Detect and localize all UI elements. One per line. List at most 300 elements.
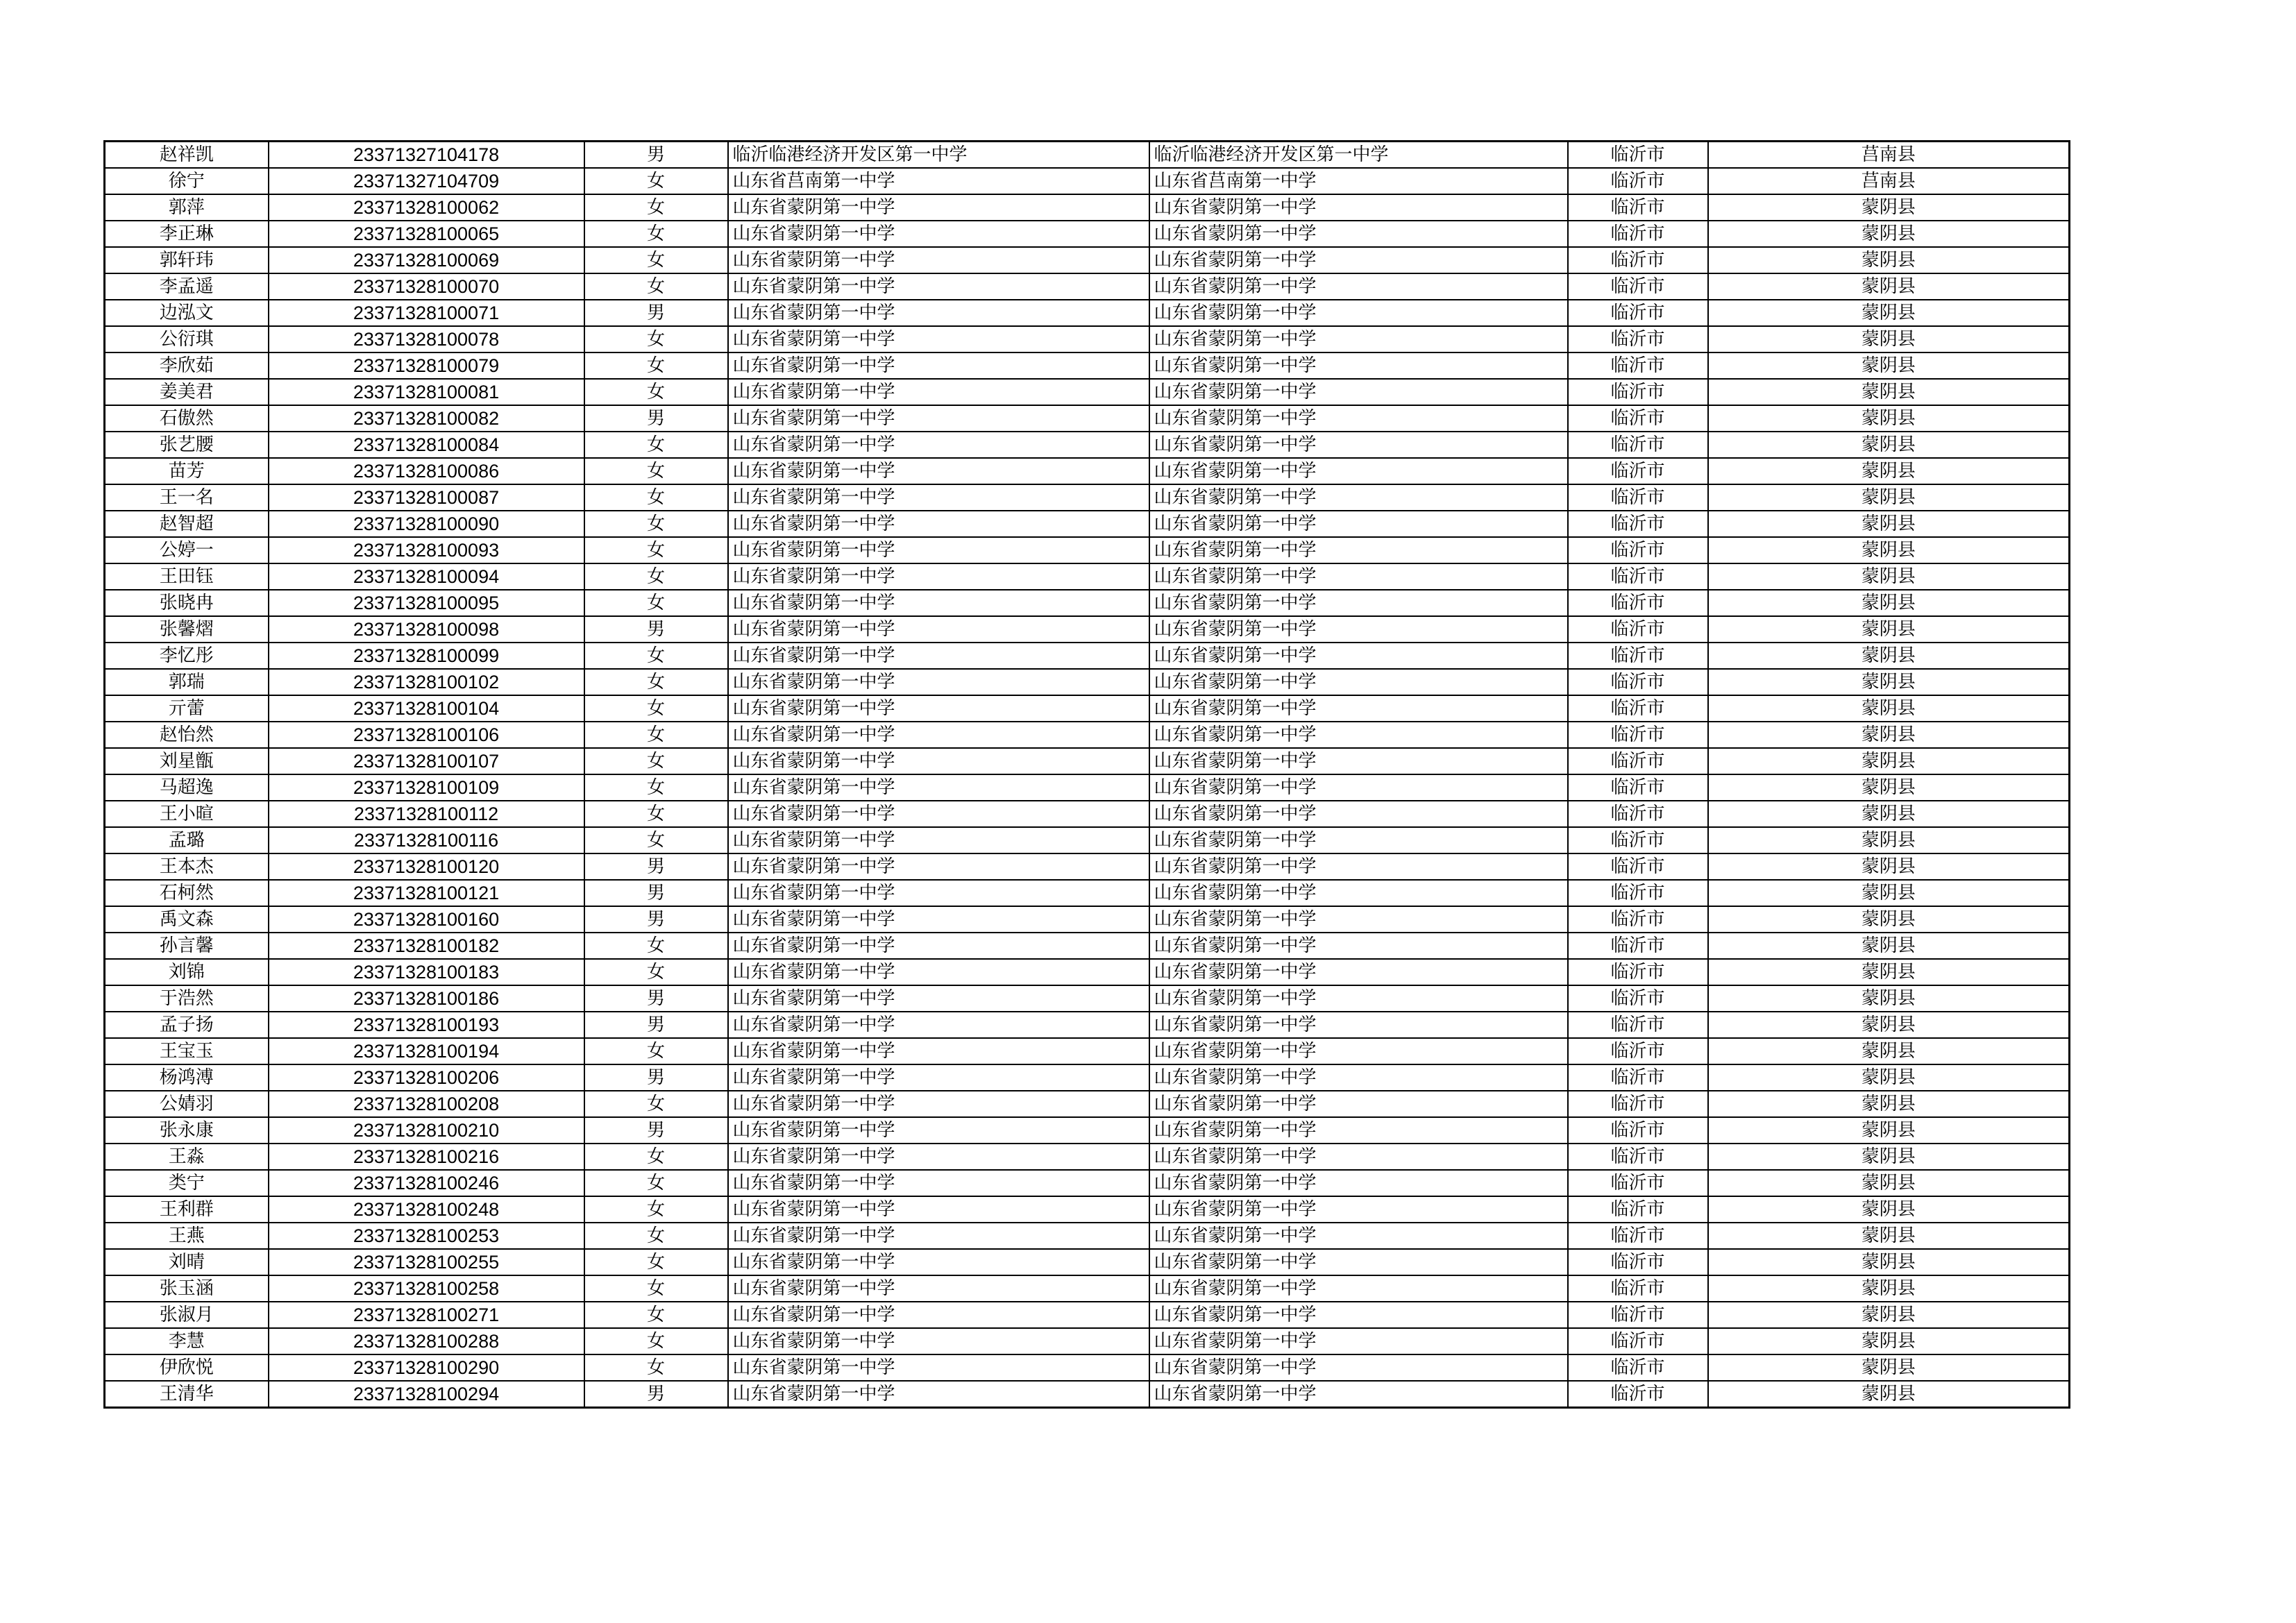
exam-id-cell: 23371328100182 [269,933,584,959]
table-row [105,1275,2070,1302]
city-cell: 临沂市 [1568,1196,1708,1223]
exam-id-cell: 23371328100112 [269,801,584,827]
exam-id-cell: 23371328100087 [269,484,584,511]
school-cell: 山东省蒙阴第一中学 [728,1302,1149,1328]
gender-cell: 女 [584,695,728,722]
table-row [105,1117,2070,1144]
city-cell: 临沂市 [1568,880,1708,906]
name-cell: 赵祥凯 [105,142,269,169]
city-cell: 临沂市 [1568,273,1708,300]
school-cell: 山东省蒙阴第一中学 [728,959,1149,985]
name-cell: 张永康 [105,1117,269,1144]
school-verified-cell: 山东省蒙阴第一中学 [1149,537,1568,563]
school-cell: 山东省蒙阴第一中学 [728,1249,1149,1275]
name-cell: 边泓文 [105,300,269,326]
gender-cell: 男 [584,880,728,906]
name-cell: 张玉涵 [105,1275,269,1302]
school-cell: 山东省蒙阴第一中学 [728,906,1149,933]
table-row [105,906,2070,933]
city-cell: 临沂市 [1568,616,1708,643]
city-cell: 临沂市 [1568,1012,1708,1038]
city-cell: 临沂市 [1568,1354,1708,1381]
table-row [105,511,2070,537]
gender-cell: 男 [584,405,728,432]
school-verified-cell: 山东省蒙阴第一中学 [1149,933,1568,959]
name-cell: 王清华 [105,1381,269,1408]
name-cell: 伊欣悦 [105,1354,269,1381]
school-verified-cell: 山东省蒙阴第一中学 [1149,827,1568,853]
school-cell: 山东省蒙阴第一中学 [728,1223,1149,1249]
county-cell: 蒙阴县 [1708,590,2070,616]
school-cell: 山东省蒙阴第一中学 [728,1328,1149,1354]
table-row [105,1144,2070,1170]
roster-table [103,140,2070,1409]
exam-id-cell: 23371328100099 [269,643,584,669]
county-cell: 蒙阴县 [1708,379,2070,405]
school-verified-cell: 山东省蒙阴第一中学 [1149,906,1568,933]
gender-cell: 女 [584,1223,728,1249]
school-cell: 山东省蒙阴第一中学 [728,1170,1149,1196]
school-cell: 山东省蒙阴第一中学 [728,273,1149,300]
name-cell: 孟子扬 [105,1012,269,1038]
exam-id-cell: 23371328100253 [269,1223,584,1249]
school-verified-cell: 山东省蒙阴第一中学 [1149,273,1568,300]
city-cell: 临沂市 [1568,695,1708,722]
gender-cell: 女 [584,669,728,695]
school-verified-cell: 山东省蒙阴第一中学 [1149,959,1568,985]
county-cell: 莒南县 [1708,142,2070,169]
county-cell: 蒙阴县 [1708,695,2070,722]
school-cell: 山东省蒙阴第一中学 [728,484,1149,511]
gender-cell: 女 [584,959,728,985]
table-row [105,563,2070,590]
city-cell: 临沂市 [1568,801,1708,827]
school-cell: 山东省蒙阴第一中学 [728,933,1149,959]
exam-id-cell: 23371328100095 [269,590,584,616]
table-row [105,748,2070,774]
name-cell: 王本杰 [105,853,269,880]
name-cell: 王淼 [105,1144,269,1170]
gender-cell: 男 [584,853,728,880]
table-row [105,168,2070,194]
table-row [105,1223,2070,1249]
city-cell: 临沂市 [1568,1091,1708,1117]
gender-cell: 女 [584,326,728,352]
name-cell: 张淑月 [105,1302,269,1328]
school-cell: 山东省蒙阴第一中学 [728,432,1149,458]
city-cell: 临沂市 [1568,537,1708,563]
name-cell: 李孟遥 [105,273,269,300]
gender-cell: 女 [584,774,728,801]
gender-cell: 女 [584,563,728,590]
school-cell: 山东省蒙阴第一中学 [728,352,1149,379]
exam-id-cell: 23371328100294 [269,1381,584,1408]
city-cell: 临沂市 [1568,563,1708,590]
exam-id-cell: 23371328100258 [269,1275,584,1302]
exam-id-cell: 23371328100109 [269,774,584,801]
table-row [105,458,2070,484]
name-cell: 赵智超 [105,511,269,537]
school-verified-cell: 山东省蒙阴第一中学 [1149,1091,1568,1117]
school-verified-cell: 山东省蒙阴第一中学 [1149,1223,1568,1249]
table-row [105,405,2070,432]
table-row [105,1170,2070,1196]
name-cell: 石傲然 [105,405,269,432]
table-row [105,273,2070,300]
county-cell: 蒙阴县 [1708,1196,2070,1223]
name-cell: 刘锦 [105,959,269,985]
exam-id-cell: 23371328100120 [269,853,584,880]
table-row [105,326,2070,352]
gender-cell: 女 [584,1091,728,1117]
name-cell: 赵怡然 [105,722,269,748]
table-row [105,1302,2070,1328]
school-verified-cell: 山东省蒙阴第一中学 [1149,616,1568,643]
city-cell: 临沂市 [1568,1302,1708,1328]
school-cell: 山东省蒙阴第一中学 [728,1012,1149,1038]
table-row [105,300,2070,326]
name-cell: 王宝玉 [105,1038,269,1064]
exam-id-cell: 23371328100102 [269,669,584,695]
name-cell: 类宁 [105,1170,269,1196]
name-cell: 刘星甑 [105,748,269,774]
gender-cell: 女 [584,590,728,616]
county-cell: 蒙阴县 [1708,669,2070,695]
table-row [105,1249,2070,1275]
county-cell: 蒙阴县 [1708,352,2070,379]
city-cell: 临沂市 [1568,352,1708,379]
exam-id-cell: 23371328100086 [269,458,584,484]
school-verified-cell: 山东省蒙阴第一中学 [1149,432,1568,458]
table-row [105,484,2070,511]
county-cell: 蒙阴县 [1708,405,2070,432]
table-row [105,1012,2070,1038]
table-row [105,379,2070,405]
gender-cell: 女 [584,511,728,537]
gender-cell: 女 [584,643,728,669]
county-cell: 蒙阴县 [1708,247,2070,273]
exam-id-cell: 23371328100082 [269,405,584,432]
city-cell: 临沂市 [1568,1381,1708,1408]
city-cell: 临沂市 [1568,484,1708,511]
city-cell: 临沂市 [1568,142,1708,169]
school-cell: 山东省蒙阴第一中学 [728,563,1149,590]
city-cell: 临沂市 [1568,221,1708,247]
county-cell: 蒙阴县 [1708,1223,2070,1249]
school-verified-cell: 山东省蒙阴第一中学 [1149,1012,1568,1038]
city-cell: 临沂市 [1568,1275,1708,1302]
table-row [105,590,2070,616]
exam-id-cell: 23371328100193 [269,1012,584,1038]
school-verified-cell: 临沂临港经济开发区第一中学 [1149,142,1568,169]
exam-id-cell: 23371328100106 [269,722,584,748]
city-cell: 临沂市 [1568,590,1708,616]
county-cell: 蒙阴县 [1708,1038,2070,1064]
gender-cell: 女 [584,168,728,194]
gender-cell: 女 [584,1302,728,1328]
school-cell: 山东省蒙阴第一中学 [728,643,1149,669]
name-cell: 王燕 [105,1223,269,1249]
gender-cell: 男 [584,142,728,169]
school-verified-cell: 山东省蒙阴第一中学 [1149,880,1568,906]
exam-id-cell: 23371328100210 [269,1117,584,1144]
name-cell: 苗芳 [105,458,269,484]
school-cell: 山东省蒙阴第一中学 [728,326,1149,352]
exam-id-cell: 23371328100208 [269,1091,584,1117]
name-cell: 亓蕾 [105,695,269,722]
school-verified-cell: 山东省蒙阴第一中学 [1149,1249,1568,1275]
city-cell: 临沂市 [1568,194,1708,221]
city-cell: 临沂市 [1568,959,1708,985]
school-cell: 山东省蒙阴第一中学 [728,458,1149,484]
gender-cell: 女 [584,247,728,273]
city-cell: 临沂市 [1568,827,1708,853]
table-row [105,1328,2070,1354]
city-cell: 临沂市 [1568,326,1708,352]
county-cell: 蒙阴县 [1708,458,2070,484]
county-cell: 蒙阴县 [1708,722,2070,748]
table-row [105,432,2070,458]
gender-cell: 男 [584,616,728,643]
table-row [105,142,2070,169]
table-row [105,221,2070,247]
table-row [105,722,2070,748]
county-cell: 蒙阴县 [1708,933,2070,959]
county-cell: 蒙阴县 [1708,1249,2070,1275]
school-verified-cell: 山东省蒙阴第一中学 [1149,748,1568,774]
school-cell: 山东省蒙阴第一中学 [728,827,1149,853]
school-verified-cell: 山东省蒙阴第一中学 [1149,1275,1568,1302]
school-cell: 山东省蒙阴第一中学 [728,695,1149,722]
gender-cell: 女 [584,537,728,563]
school-cell: 山东省蒙阴第一中学 [728,511,1149,537]
gender-cell: 男 [584,1012,728,1038]
name-cell: 张艺腰 [105,432,269,458]
school-verified-cell: 山东省蒙阴第一中学 [1149,326,1568,352]
table-row [105,537,2070,563]
school-cell: 山东省蒙阴第一中学 [728,722,1149,748]
city-cell: 临沂市 [1568,853,1708,880]
school-verified-cell: 山东省蒙阴第一中学 [1149,643,1568,669]
school-verified-cell: 山东省蒙阴第一中学 [1149,247,1568,273]
school-verified-cell: 山东省蒙阴第一中学 [1149,801,1568,827]
city-cell: 临沂市 [1568,1064,1708,1091]
gender-cell: 女 [584,221,728,247]
city-cell: 临沂市 [1568,1038,1708,1064]
gender-cell: 男 [584,906,728,933]
exam-id-cell: 23371328100271 [269,1302,584,1328]
county-cell: 蒙阴县 [1708,643,2070,669]
name-cell: 张晓冉 [105,590,269,616]
gender-cell: 女 [584,1354,728,1381]
gender-cell: 女 [584,1170,728,1196]
gender-cell: 女 [584,484,728,511]
county-cell: 蒙阴县 [1708,1354,2070,1381]
city-cell: 临沂市 [1568,1249,1708,1275]
school-verified-cell: 山东省蒙阴第一中学 [1149,1302,1568,1328]
gender-cell: 女 [584,273,728,300]
school-cell: 山东省蒙阴第一中学 [728,247,1149,273]
name-cell: 李忆彤 [105,643,269,669]
name-cell: 石柯然 [105,880,269,906]
city-cell: 临沂市 [1568,247,1708,273]
county-cell: 蒙阴县 [1708,1091,2070,1117]
exam-id-cell: 23371328100288 [269,1328,584,1354]
school-cell: 山东省蒙阴第一中学 [728,221,1149,247]
table-row [105,774,2070,801]
school-verified-cell: 山东省蒙阴第一中学 [1149,221,1568,247]
name-cell: 杨鸿溥 [105,1064,269,1091]
table-row [105,1381,2070,1408]
table-row [105,1064,2070,1091]
exam-id-cell: 23371328100290 [269,1354,584,1381]
gender-cell: 女 [584,1275,728,1302]
gender-cell: 女 [584,352,728,379]
name-cell: 马超逸 [105,774,269,801]
gender-cell: 女 [584,432,728,458]
school-cell: 山东省蒙阴第一中学 [728,748,1149,774]
school-verified-cell: 山东省蒙阴第一中学 [1149,774,1568,801]
exam-id-cell: 23371328100069 [269,247,584,273]
gender-cell: 女 [584,933,728,959]
exam-id-cell: 23371328100246 [269,1170,584,1196]
school-verified-cell: 山东省蒙阴第一中学 [1149,985,1568,1012]
gender-cell: 女 [584,801,728,827]
exam-id-cell: 23371328100090 [269,511,584,537]
school-cell: 山东省蒙阴第一中学 [728,1196,1149,1223]
school-verified-cell: 山东省蒙阴第一中学 [1149,695,1568,722]
city-cell: 临沂市 [1568,1144,1708,1170]
school-cell: 山东省蒙阴第一中学 [728,774,1149,801]
school-cell: 山东省蒙阴第一中学 [728,1117,1149,1144]
gender-cell: 女 [584,1196,728,1223]
exam-id-cell: 23371328100081 [269,379,584,405]
exam-id-cell: 23371328100183 [269,959,584,985]
school-verified-cell: 山东省蒙阴第一中学 [1149,458,1568,484]
school-verified-cell: 山东省蒙阴第一中学 [1149,405,1568,432]
gender-cell: 男 [584,1381,728,1408]
school-verified-cell: 山东省蒙阴第一中学 [1149,669,1568,695]
county-cell: 莒南县 [1708,168,2070,194]
exam-id-cell: 23371328100194 [269,1038,584,1064]
name-cell: 王一名 [105,484,269,511]
name-cell: 公婷一 [105,537,269,563]
county-cell: 蒙阴县 [1708,484,2070,511]
exam-id-cell: 23371328100098 [269,616,584,643]
exam-id-cell: 23371328100104 [269,695,584,722]
gender-cell: 女 [584,722,728,748]
table-row [105,352,2070,379]
name-cell: 王小暄 [105,801,269,827]
gender-cell: 女 [584,458,728,484]
exam-id-cell: 23371328100206 [269,1064,584,1091]
exam-id-cell: 23371328100084 [269,432,584,458]
table-row [105,1091,2070,1117]
school-cell: 山东省蒙阴第一中学 [728,1091,1149,1117]
gender-cell: 女 [584,1249,728,1275]
table-row [105,1196,2070,1223]
county-cell: 蒙阴县 [1708,1170,2070,1196]
county-cell: 蒙阴县 [1708,511,2070,537]
city-cell: 临沂市 [1568,1328,1708,1354]
school-verified-cell: 山东省蒙阴第一中学 [1149,590,1568,616]
school-cell: 山东省蒙阴第一中学 [728,590,1149,616]
school-verified-cell: 山东省蒙阴第一中学 [1149,1064,1568,1091]
school-cell: 山东省蒙阴第一中学 [728,1038,1149,1064]
gender-cell: 女 [584,827,728,853]
city-cell: 临沂市 [1568,511,1708,537]
city-cell: 临沂市 [1568,906,1708,933]
city-cell: 临沂市 [1568,643,1708,669]
table-row [105,801,2070,827]
city-cell: 临沂市 [1568,1117,1708,1144]
school-verified-cell: 山东省蒙阴第一中学 [1149,484,1568,511]
county-cell: 蒙阴县 [1708,1328,2070,1354]
school-cell: 山东省蒙阴第一中学 [728,1144,1149,1170]
name-cell: 王利群 [105,1196,269,1223]
county-cell: 蒙阴县 [1708,194,2070,221]
county-cell: 蒙阴县 [1708,959,2070,985]
exam-id-cell: 23371328100078 [269,326,584,352]
city-cell: 临沂市 [1568,300,1708,326]
county-cell: 蒙阴县 [1708,880,2070,906]
county-cell: 蒙阴县 [1708,273,2070,300]
school-cell: 山东省蒙阴第一中学 [728,616,1149,643]
gender-cell: 男 [584,300,728,326]
name-cell: 李欣茹 [105,352,269,379]
school-verified-cell: 山东省蒙阴第一中学 [1149,1354,1568,1381]
table-row [105,695,2070,722]
name-cell: 郭轩玮 [105,247,269,273]
exam-id-cell: 23371328100107 [269,748,584,774]
school-verified-cell: 山东省蒙阴第一中学 [1149,1117,1568,1144]
county-cell: 蒙阴县 [1708,1117,2070,1144]
name-cell: 于浩然 [105,985,269,1012]
school-verified-cell: 山东省蒙阴第一中学 [1149,352,1568,379]
school-cell: 山东省蒙阴第一中学 [728,853,1149,880]
school-verified-cell: 山东省莒南第一中学 [1149,168,1568,194]
name-cell: 徐宁 [105,168,269,194]
table-row [105,880,2070,906]
school-verified-cell: 山东省蒙阴第一中学 [1149,1328,1568,1354]
name-cell: 公衍琪 [105,326,269,352]
name-cell: 姜美君 [105,379,269,405]
county-cell: 蒙阴县 [1708,326,2070,352]
school-cell: 临沂临港经济开发区第一中学 [728,142,1149,169]
county-cell: 蒙阴县 [1708,221,2070,247]
city-cell: 临沂市 [1568,933,1708,959]
city-cell: 临沂市 [1568,379,1708,405]
school-cell: 山东省莒南第一中学 [728,168,1149,194]
county-cell: 蒙阴县 [1708,1381,2070,1408]
school-cell: 山东省蒙阴第一中学 [728,1381,1149,1408]
exam-id-cell: 23371328100248 [269,1196,584,1223]
school-verified-cell: 山东省蒙阴第一中学 [1149,194,1568,221]
school-verified-cell: 山东省蒙阴第一中学 [1149,511,1568,537]
exam-id-cell: 23371328100121 [269,880,584,906]
exam-id-cell: 23371328100065 [269,221,584,247]
county-cell: 蒙阴县 [1708,432,2070,458]
school-verified-cell: 山东省蒙阴第一中学 [1149,1196,1568,1223]
gender-cell: 女 [584,1328,728,1354]
school-cell: 山东省蒙阴第一中学 [728,669,1149,695]
exam-id-cell: 23371328100186 [269,985,584,1012]
name-cell: 郭瑞 [105,669,269,695]
exam-id-cell: 23371328100255 [269,1249,584,1275]
school-cell: 山东省蒙阴第一中学 [728,1275,1149,1302]
gender-cell: 男 [584,1117,728,1144]
county-cell: 蒙阴县 [1708,985,2070,1012]
